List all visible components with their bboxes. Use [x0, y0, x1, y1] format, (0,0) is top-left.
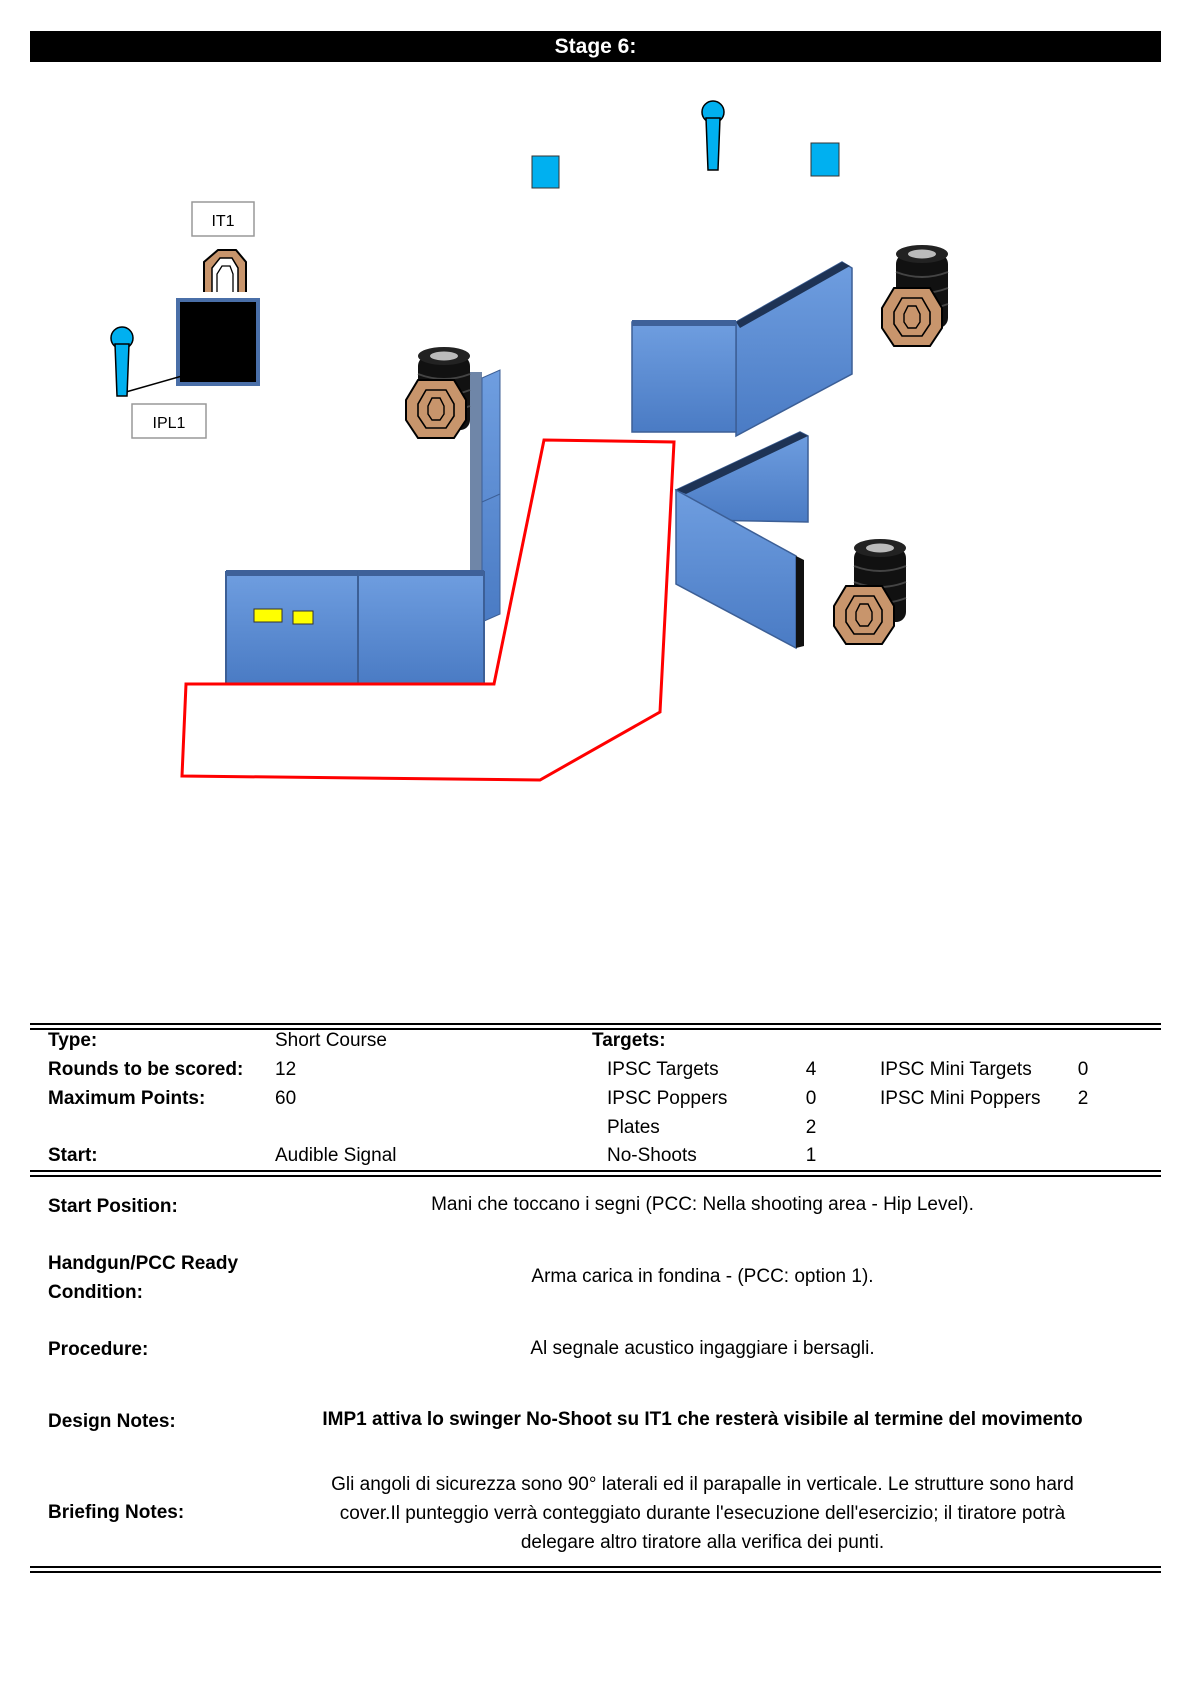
- type-label: Type:: [48, 1030, 98, 1051]
- plate-left: [532, 156, 559, 188]
- mini-popper-ipl1: [111, 327, 133, 396]
- target-name-ipsc-mini-targets: IPSC Mini Targets: [880, 1059, 1032, 1080]
- plate-right: [811, 143, 839, 176]
- start-label: Start:: [48, 1145, 98, 1166]
- activator-box: [178, 300, 258, 384]
- wall-bottom-right: [358, 570, 484, 684]
- target-count-ipsc-mini-poppers: 2: [1077, 1088, 1089, 1109]
- target-name-ipsc-mini-poppers: IPSC Mini Poppers: [880, 1088, 1041, 1109]
- ipsc-target-3: [834, 586, 894, 644]
- wall-bottom-left: [226, 570, 360, 684]
- briefing-notes-line3: delegare altro tiratore alla verifica dei punti.: [520, 1532, 885, 1553]
- start-position-label: Start Position:: [48, 1196, 178, 1217]
- type-value: Short Course: [275, 1030, 387, 1051]
- target-name-plates: Plates: [607, 1117, 660, 1138]
- mini-popper-top: [702, 101, 724, 170]
- points-value: 60: [275, 1088, 297, 1109]
- briefing-notes-label: Briefing Notes:: [48, 1502, 185, 1523]
- ready-condition-label-line2: Condition:: [48, 1282, 143, 1303]
- rounds-value: 12: [275, 1059, 297, 1080]
- target-name-no-shoots: No-Shoots: [607, 1145, 697, 1166]
- it1-label: IT1: [211, 213, 235, 230]
- target-name-ipsc-targets: IPSC Targets: [607, 1059, 719, 1080]
- ipsc-target-1: [406, 380, 466, 438]
- targets-label: Targets:: [592, 1030, 666, 1051]
- procedure-text: Al segnale acustico ingaggiare i bersagli.: [530, 1338, 875, 1359]
- points-label: Maximum Points:: [48, 1088, 206, 1109]
- target-count-no-shoots: 1: [805, 1145, 817, 1166]
- briefing-notes-line1: Gli angoli di sicurezza sono 90° laterali ed il parapalle in verticale. Le strutture sono hard: [331, 1474, 1074, 1495]
- start-value: Audible Signal: [275, 1145, 397, 1166]
- start-marker-1: [254, 609, 282, 622]
- notes-rule-bottom-1: [30, 1566, 1161, 1568]
- notes-rule-bottom-2: [30, 1571, 1161, 1573]
- target-count-ipsc-targets: 4: [805, 1059, 817, 1080]
- it1-label-box: [192, 202, 254, 236]
- start-marker-2: [293, 611, 313, 624]
- ipl1-label: IPL1: [152, 415, 186, 432]
- wall-middle-right: [676, 432, 808, 648]
- rounds-label: Rounds to be scored:: [48, 1059, 244, 1080]
- target-name-ipsc-poppers: IPSC Poppers: [607, 1088, 728, 1109]
- info-rule-mid-1: [30, 1170, 1161, 1172]
- target-count-ipsc-poppers: 0: [805, 1088, 817, 1109]
- ipsc-target-2: [882, 288, 942, 346]
- briefing-notes-line2: cover.Il punteggio verrà conteggiato durante l'esecuzione dell'esercizio; il tiratore potrà: [339, 1503, 1066, 1524]
- info-rule-top-1: [30, 1023, 1161, 1025]
- ready-condition-label-line1: Handgun/PCC Ready: [48, 1253, 239, 1274]
- target-count-ipsc-mini-targets: 0: [1077, 1059, 1089, 1080]
- stage-title: Stage 6:: [30, 31, 1161, 62]
- info-rule-mid-2: [30, 1175, 1161, 1177]
- start-position-text: Mani che toccano i segni (PCC: Nella shooting area - Hip Level).: [431, 1194, 974, 1215]
- swinger-target-it1: [200, 250, 258, 300]
- target-count-plates: 2: [805, 1117, 817, 1138]
- stage-diagram: [0, 70, 1191, 830]
- ready-condition-text: Arma carica in fondina - (PCC: option 1).: [531, 1266, 874, 1287]
- wall-upper-right: [632, 262, 852, 436]
- procedure-label: Procedure:: [48, 1339, 149, 1360]
- ipl1-label-box: [132, 404, 206, 438]
- design-notes-text: IMP1 attiva lo swinger No-Shoot su IT1 che resterà visibile al termine del movimento: [322, 1409, 1083, 1430]
- design-notes-label: Design Notes:: [48, 1411, 176, 1432]
